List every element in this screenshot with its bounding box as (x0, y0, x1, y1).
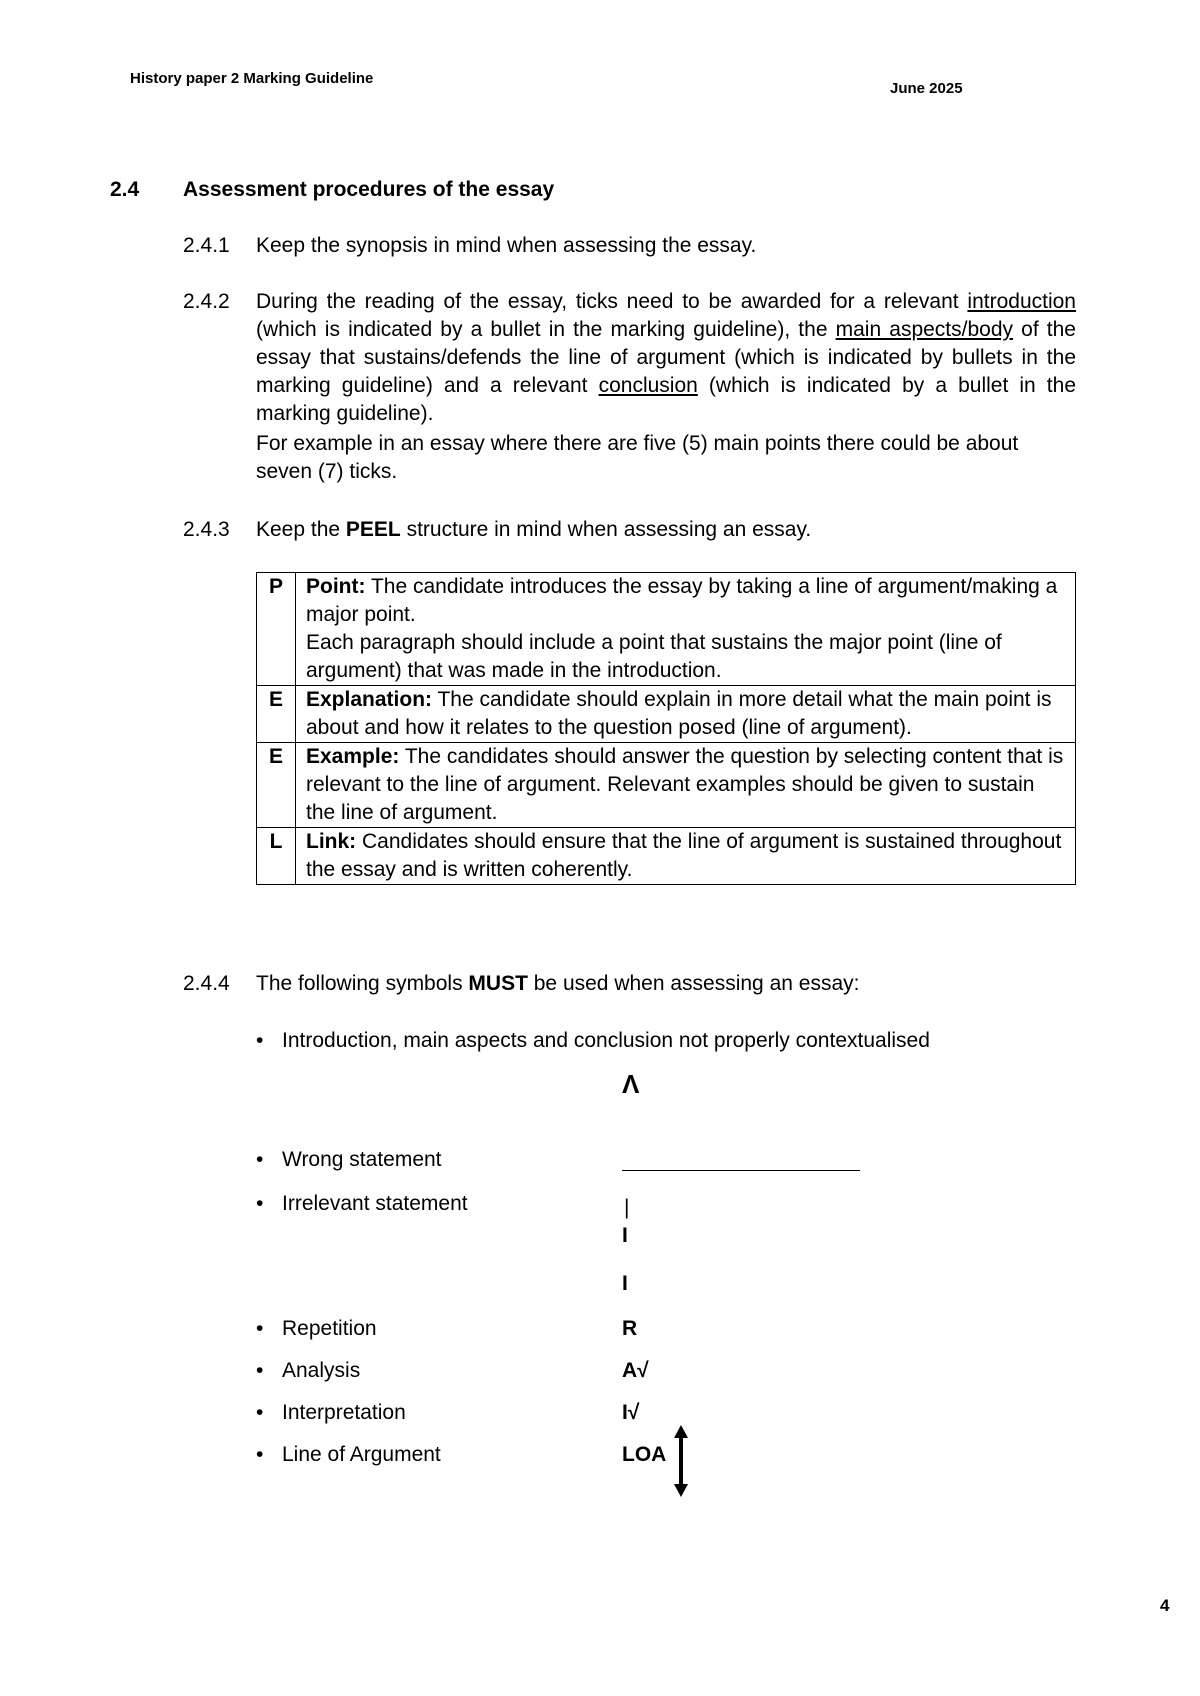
peel-description (296, 686, 1076, 743)
item-2-4-2-part4: (which is indicated by a bullet in the marking guideline). (256, 374, 1076, 425)
item-2-4-3-pre: Keep the (256, 518, 346, 541)
section-number: 2.4 (110, 178, 140, 201)
item-number-2-4-3: 2.4.3 (183, 518, 230, 541)
item-2-4-2-part2: (which is indicated by a bullet in the marking guideline), the (256, 318, 836, 341)
item-2-4-2-part3: of the essay that sustains/defends the line of argument (which is indicated by bullets in the marking guideline) and a relevant (256, 318, 1076, 397)
symbol-label: Irrelevant statement (282, 1192, 468, 1215)
bullet-icon: • (256, 1443, 264, 1466)
bullet-icon: • (256, 1192, 264, 1215)
item-2-4-2-example: For example in an essay where there are five (5) main points there could be about seven (7) ticks. (256, 432, 1019, 483)
analysis-symbol: A√ (622, 1359, 649, 1382)
peel-row-example (257, 743, 1076, 828)
underline-symbol (622, 1170, 860, 1171)
item-2-4-4-post: be used when assessing an essay: (527, 972, 860, 995)
repetition-symbol: R (622, 1317, 638, 1340)
underlined-conclusion: conclusion (598, 374, 698, 397)
item-2-4-3-post: structure in mind when assessing an essay. (400, 518, 812, 541)
symbol-label: Introduction, main aspects and conclusion not properly contextualised (282, 1029, 930, 1052)
peel-text: The candidate should explain in more detail what the main point is about and how it relates to the question posed (line of argument). (306, 688, 1052, 739)
peel-row-link (257, 828, 1076, 885)
peel-text: The candidate introduces the essay by taking a line of argument/making a major point. (306, 575, 1058, 626)
item-number-2-4-4: 2.4.4 (183, 972, 230, 995)
item-text-2-4-2 (256, 288, 1076, 428)
peel-letter: E (257, 686, 296, 743)
peel-description (296, 573, 1076, 686)
peel-row-point (257, 573, 1076, 686)
bullet-icon: • (256, 1029, 264, 1052)
loa-symbol: LOA (622, 1443, 667, 1466)
header-title: History paper 2 Marking Guideline (130, 70, 374, 87)
peel-term: Explanation: (306, 688, 433, 711)
symbol-label: Line of Argument (282, 1443, 441, 1466)
peel-term: Example: (306, 745, 400, 768)
bullet-icon: • (256, 1401, 264, 1424)
peel-text: Candidates should ensure that the line of argument is sustained throughout the essay and is written coherently. (306, 830, 1062, 881)
peel-letter: L (257, 828, 296, 885)
peel-table (256, 572, 1076, 885)
item-2-4-4-pre: The following symbols (256, 972, 469, 995)
peel-term: Link: (306, 830, 357, 853)
item-text-2-4-3 (256, 516, 1076, 544)
item-text-2-4-4 (256, 970, 1076, 998)
item-number-2-4-1: 2.4.1 (183, 234, 230, 257)
bullet-icon: • (256, 1359, 264, 1382)
must-keyword: MUST (468, 972, 528, 995)
bullet-icon: • (256, 1317, 264, 1340)
caret-symbol: Λ (622, 1069, 640, 1099)
peel-description (296, 828, 1076, 885)
item-2-4-2-part1: During the reading of the essay, ticks need to be awarded for a relevant (256, 290, 968, 313)
symbol-label: Analysis (282, 1359, 361, 1382)
peel-letter: E (257, 743, 296, 828)
irrelevant-symbol-3: I (622, 1272, 628, 1295)
symbol-label: Repetition (282, 1317, 377, 1340)
peel-letter: P (257, 573, 296, 686)
interpretation-symbol: I√ (622, 1401, 640, 1424)
peel-extra: Each paragraph should include a point that sustains the major point (line of argument) that was made in the introduction. (306, 631, 1002, 682)
symbol-label: Wrong statement (282, 1148, 442, 1171)
underlined-introduction: introduction (967, 290, 1076, 313)
peel-term: Point: (306, 575, 366, 598)
header-date: June 2025 (890, 80, 963, 97)
peel-keyword: PEEL (345, 518, 401, 541)
bullet-icon: • (256, 1148, 264, 1171)
peel-row-explanation (257, 686, 1076, 743)
underlined-main-aspects: main aspects/body (835, 318, 1014, 341)
double-arrow-icon (671, 1425, 691, 1497)
irrelevant-symbol-2: I (622, 1224, 628, 1247)
symbol-label: Interpretation (282, 1401, 406, 1424)
item-text-2-4-1: Keep the synopsis in mind when assessing the essay. (256, 234, 757, 257)
item-number-2-4-2: 2.4.2 (183, 290, 230, 313)
section-title: Assessment procedures of the essay (183, 178, 555, 201)
peel-description (296, 743, 1076, 828)
peel-text: The candidates should answer the question by selecting content that is relevant to the line of argument. Relevant examples should be given to sustain the line of argument. (306, 745, 1064, 824)
irrelevant-symbol-1: | (624, 1196, 630, 1219)
page-number: 4 (1160, 1596, 1170, 1615)
